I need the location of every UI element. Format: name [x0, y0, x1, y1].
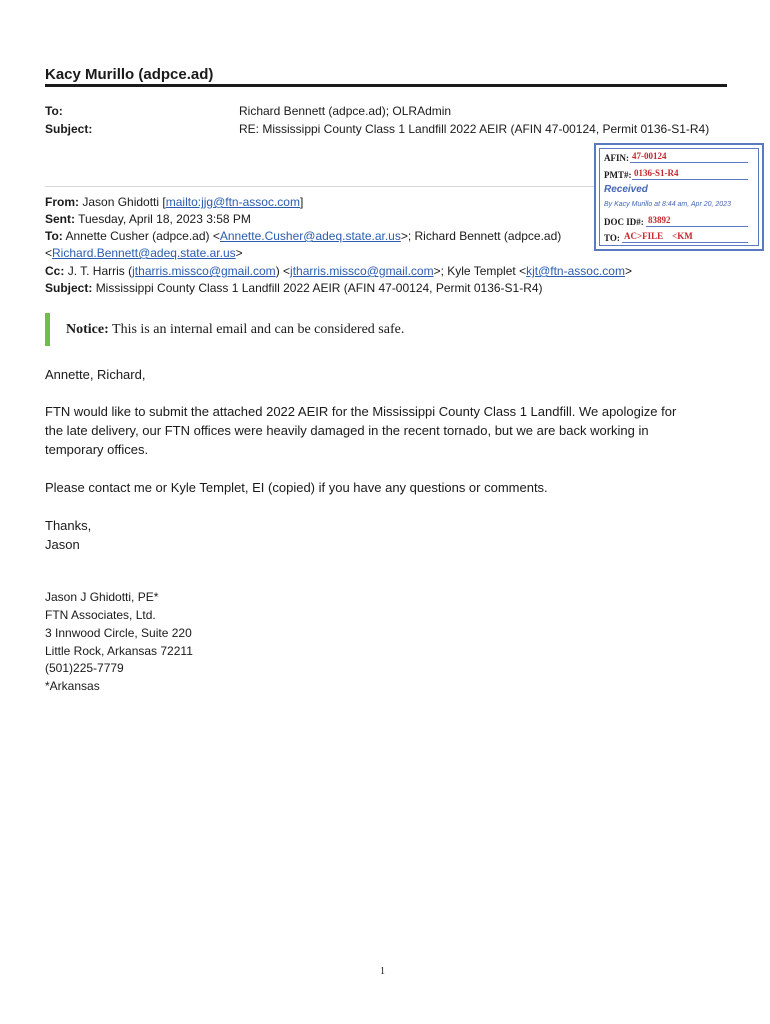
stamp-by-line: By Kacy Murillo at 8:44 am, Apr 20, 2023: [604, 201, 731, 208]
orig-to-label: To:: [45, 229, 63, 243]
to-value: Richard Bennett (adpce.ad); OLRAdmin: [239, 104, 452, 118]
orig-to-line2: [45, 245, 243, 262]
orig-to-part2: >; Richard Bennett (adpce.ad): [400, 229, 562, 243]
orig-to-part4: >: [235, 246, 243, 260]
orig-cc-part1: J. T. Harris (: [67, 264, 133, 278]
received-stamp: [594, 143, 764, 251]
orig-to-part1: Annette Cusher (adpce.ad) <: [65, 229, 220, 243]
orig-cc-label: Cc:: [45, 264, 65, 278]
stamp-pmt-label: PMT#:: [604, 170, 632, 180]
stamp-doc-label: DOC ID#:: [604, 217, 644, 227]
orig-sent-line: [45, 211, 251, 228]
stamp-afin-value: 47-00124: [632, 151, 667, 161]
signature-address2: Little Rock, Arkansas 72211: [45, 644, 193, 658]
to-label: To:: [45, 104, 63, 118]
body-para2: Please contact me or Kyle Templet, EI (copied) if you have any questions or comments.: [45, 480, 548, 495]
stamp-to-line: [622, 242, 748, 243]
orig-to-part3: <: [45, 246, 53, 260]
orig-to-link1[interactable]: Annette.Cusher@adeq.state.ar.us: [219, 229, 401, 243]
signature-address1: 3 Innwood Circle, Suite 220: [45, 626, 192, 640]
email-sender: Kacy Murillo (adpce.ad): [45, 66, 214, 83]
header-divider: [45, 84, 727, 87]
orig-to-line: [45, 228, 561, 245]
section-divider: [45, 186, 595, 187]
body-para1-line1: FTN would like to submit the attached 2022 AEIR for the Mississippi County Class 1 Landfill. We apologize for: [45, 404, 677, 419]
stamp-to-label: TO:: [604, 233, 620, 243]
stamp-to-value: AC>FILE <KM: [624, 231, 693, 241]
notice-accent-bar: [45, 313, 50, 346]
orig-sent-value: Tuesday, April 18, 2023 3:58 PM: [78, 212, 251, 226]
orig-cc-part2: ) <: [275, 264, 291, 278]
stamp-pmt-value: 0136-S1-R4: [634, 168, 679, 178]
orig-subject-value: Mississippi County Class 1 Landfill 2022 AEIR (AFIN 47-00124, Permit 0136-S1-R4): [95, 281, 543, 295]
orig-subject-line: [45, 280, 543, 297]
subject-label: Subject:: [45, 122, 93, 136]
signature-phone: (501)225-7779: [45, 661, 124, 675]
subject-value: RE: Mississippi County Class 1 Landfill 2022 AEIR (AFIN 47-00124, Permit 0136-S1-R4): [239, 122, 710, 136]
orig-from-link[interactable]: mailto:jjg@ftn-assoc.com: [165, 195, 300, 209]
notice-label: Notice:: [66, 322, 109, 337]
body-greeting: Annette, Richard,: [45, 367, 146, 382]
orig-cc-link2[interactable]: jtharris.missco@gmail.com: [290, 264, 434, 278]
stamp-doc-line: [646, 226, 748, 227]
orig-to-link2[interactable]: Richard.Bennett@adeq.state.ar.us: [52, 246, 236, 260]
stamp-received: Received: [604, 184, 648, 195]
orig-from-end: ]: [299, 195, 304, 209]
stamp-afin-line: [630, 162, 748, 163]
orig-from-label: From:: [45, 195, 79, 209]
stamp-pmt-line: [632, 179, 748, 180]
orig-from-line: [45, 194, 303, 211]
body-closing-thanks: Thanks,: [45, 518, 92, 533]
signature-name: Jason J Ghidotti, PE*: [45, 590, 159, 604]
signature-company: FTN Associates, Ltd.: [45, 608, 156, 622]
notice-text: This is an internal email and can be considered safe.: [108, 322, 405, 337]
stamp-doc-value: 83892: [648, 215, 671, 225]
orig-sent-label: Sent:: [45, 212, 75, 226]
signature-note: *Arkansas: [45, 679, 100, 693]
orig-from-name: Jason Ghidotti [: [82, 195, 166, 209]
stamp-afin-label: AFIN:: [604, 153, 629, 163]
body-para1-line3: temporary offices.: [45, 442, 149, 457]
orig-cc-part3: >; Kyle Templet <: [433, 264, 527, 278]
page-number: 1: [380, 966, 385, 977]
body-closing-name: Jason: [45, 537, 80, 552]
orig-cc-part4: >: [624, 264, 632, 278]
orig-subject-label: Subject:: [45, 281, 93, 295]
orig-cc-link1[interactable]: jtharris.missco@gmail.com: [132, 264, 276, 278]
body-para1-line2: the late delivery, our FTN offices were heavily damaged in the recent tornado, but we are back working in: [45, 423, 649, 438]
orig-cc-line: [45, 263, 632, 280]
notice-banner: [66, 322, 404, 338]
orig-cc-link3[interactable]: kjt@ftn-assoc.com: [526, 264, 625, 278]
